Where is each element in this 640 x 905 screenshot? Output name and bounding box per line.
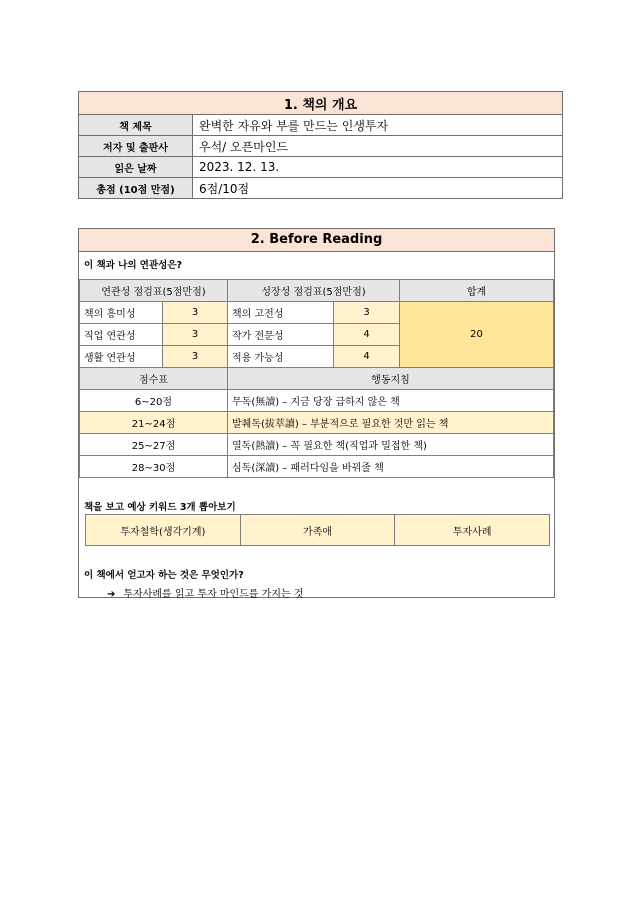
guide-range: 21~24점 xyxy=(80,412,228,434)
relevance-score: 3 xyxy=(163,346,228,368)
arrow-right-icon: ➔ xyxy=(107,589,116,600)
growth-header: 성장성 점검표(5점만점) xyxy=(228,280,400,302)
guide-score-header: 점수표 xyxy=(80,368,228,390)
title-value: 완벽한 자유와 부를 만드는 인생투자 xyxy=(193,115,563,136)
growth-item: 작가 전문성 xyxy=(228,324,334,346)
growth-item: 책의 고전성 xyxy=(228,302,334,324)
keyword: 가족애 xyxy=(240,515,395,546)
date-label: 읽은 날짜 xyxy=(79,157,193,178)
relevance-item: 직업 연관성 xyxy=(80,324,163,346)
before-reading-section xyxy=(78,228,555,598)
growth-score: 4 xyxy=(334,346,400,368)
date-value: 2023. 12. 13. xyxy=(193,157,563,178)
book-overview-table xyxy=(78,91,563,199)
growth-score: 3 xyxy=(334,302,400,324)
relevance-item: 생활 연관성 xyxy=(80,346,163,368)
author-value: 우석/ 오픈마인드 xyxy=(193,136,563,157)
growth-score: 4 xyxy=(334,324,400,346)
relevance-score: 3 xyxy=(163,302,228,324)
checklist-table xyxy=(79,279,554,478)
relevance-header: 연관성 점검표(5점만점) xyxy=(80,280,228,302)
title-label: 책 제목 xyxy=(79,115,193,136)
guide-action-header: 행동지침 xyxy=(228,368,554,390)
section2-title: 2. Before Reading xyxy=(79,229,554,252)
keywords-title: 책을 보고 예상 키워드 3개 뽑아보기 xyxy=(84,502,236,513)
score-label: 총점 (10점 만점) xyxy=(79,178,193,199)
guide-action: 열독(熱讀) – 꼭 필요한 책(직업과 밀접한 책) xyxy=(228,434,554,456)
total-score: 20 xyxy=(400,302,554,368)
relevance-question: 이 책과 나의 연관성은? xyxy=(84,260,183,271)
goal-question: 이 책에서 얻고자 하는 것은 무엇인가? xyxy=(84,570,244,581)
keyword: 투자사례 xyxy=(395,515,550,546)
relevance-item: 책의 흥미성 xyxy=(80,302,163,324)
growth-item: 적용 가능성 xyxy=(228,346,334,368)
guide-action: 발췌독(拔萃讀) – 부분적으로 필요한 것만 읽는 책 xyxy=(228,412,554,434)
guide-range: 6~20점 xyxy=(80,390,228,412)
keyword: 투자철학(생각기계) xyxy=(86,515,241,546)
guide-action: 심독(深讀) – 패러다임을 바꿔줄 책 xyxy=(228,456,554,478)
relevance-score: 3 xyxy=(163,324,228,346)
guide-range: 25~27점 xyxy=(80,434,228,456)
keywords-table xyxy=(85,514,550,546)
goal-answer: 투자사례를 읽고 투자 마인드를 가지는 것 xyxy=(123,589,304,600)
score-value: 6점/10점 xyxy=(193,178,563,199)
total-header: 합계 xyxy=(400,280,554,302)
section1-title: 1. 책의 개요 xyxy=(79,92,563,115)
guide-action: 무독(無讀) – 지금 당장 급하지 않은 책 xyxy=(228,390,554,412)
goal-answer-line xyxy=(107,585,304,600)
author-label: 저자 및 출판사 xyxy=(79,136,193,157)
guide-range: 28~30점 xyxy=(80,456,228,478)
